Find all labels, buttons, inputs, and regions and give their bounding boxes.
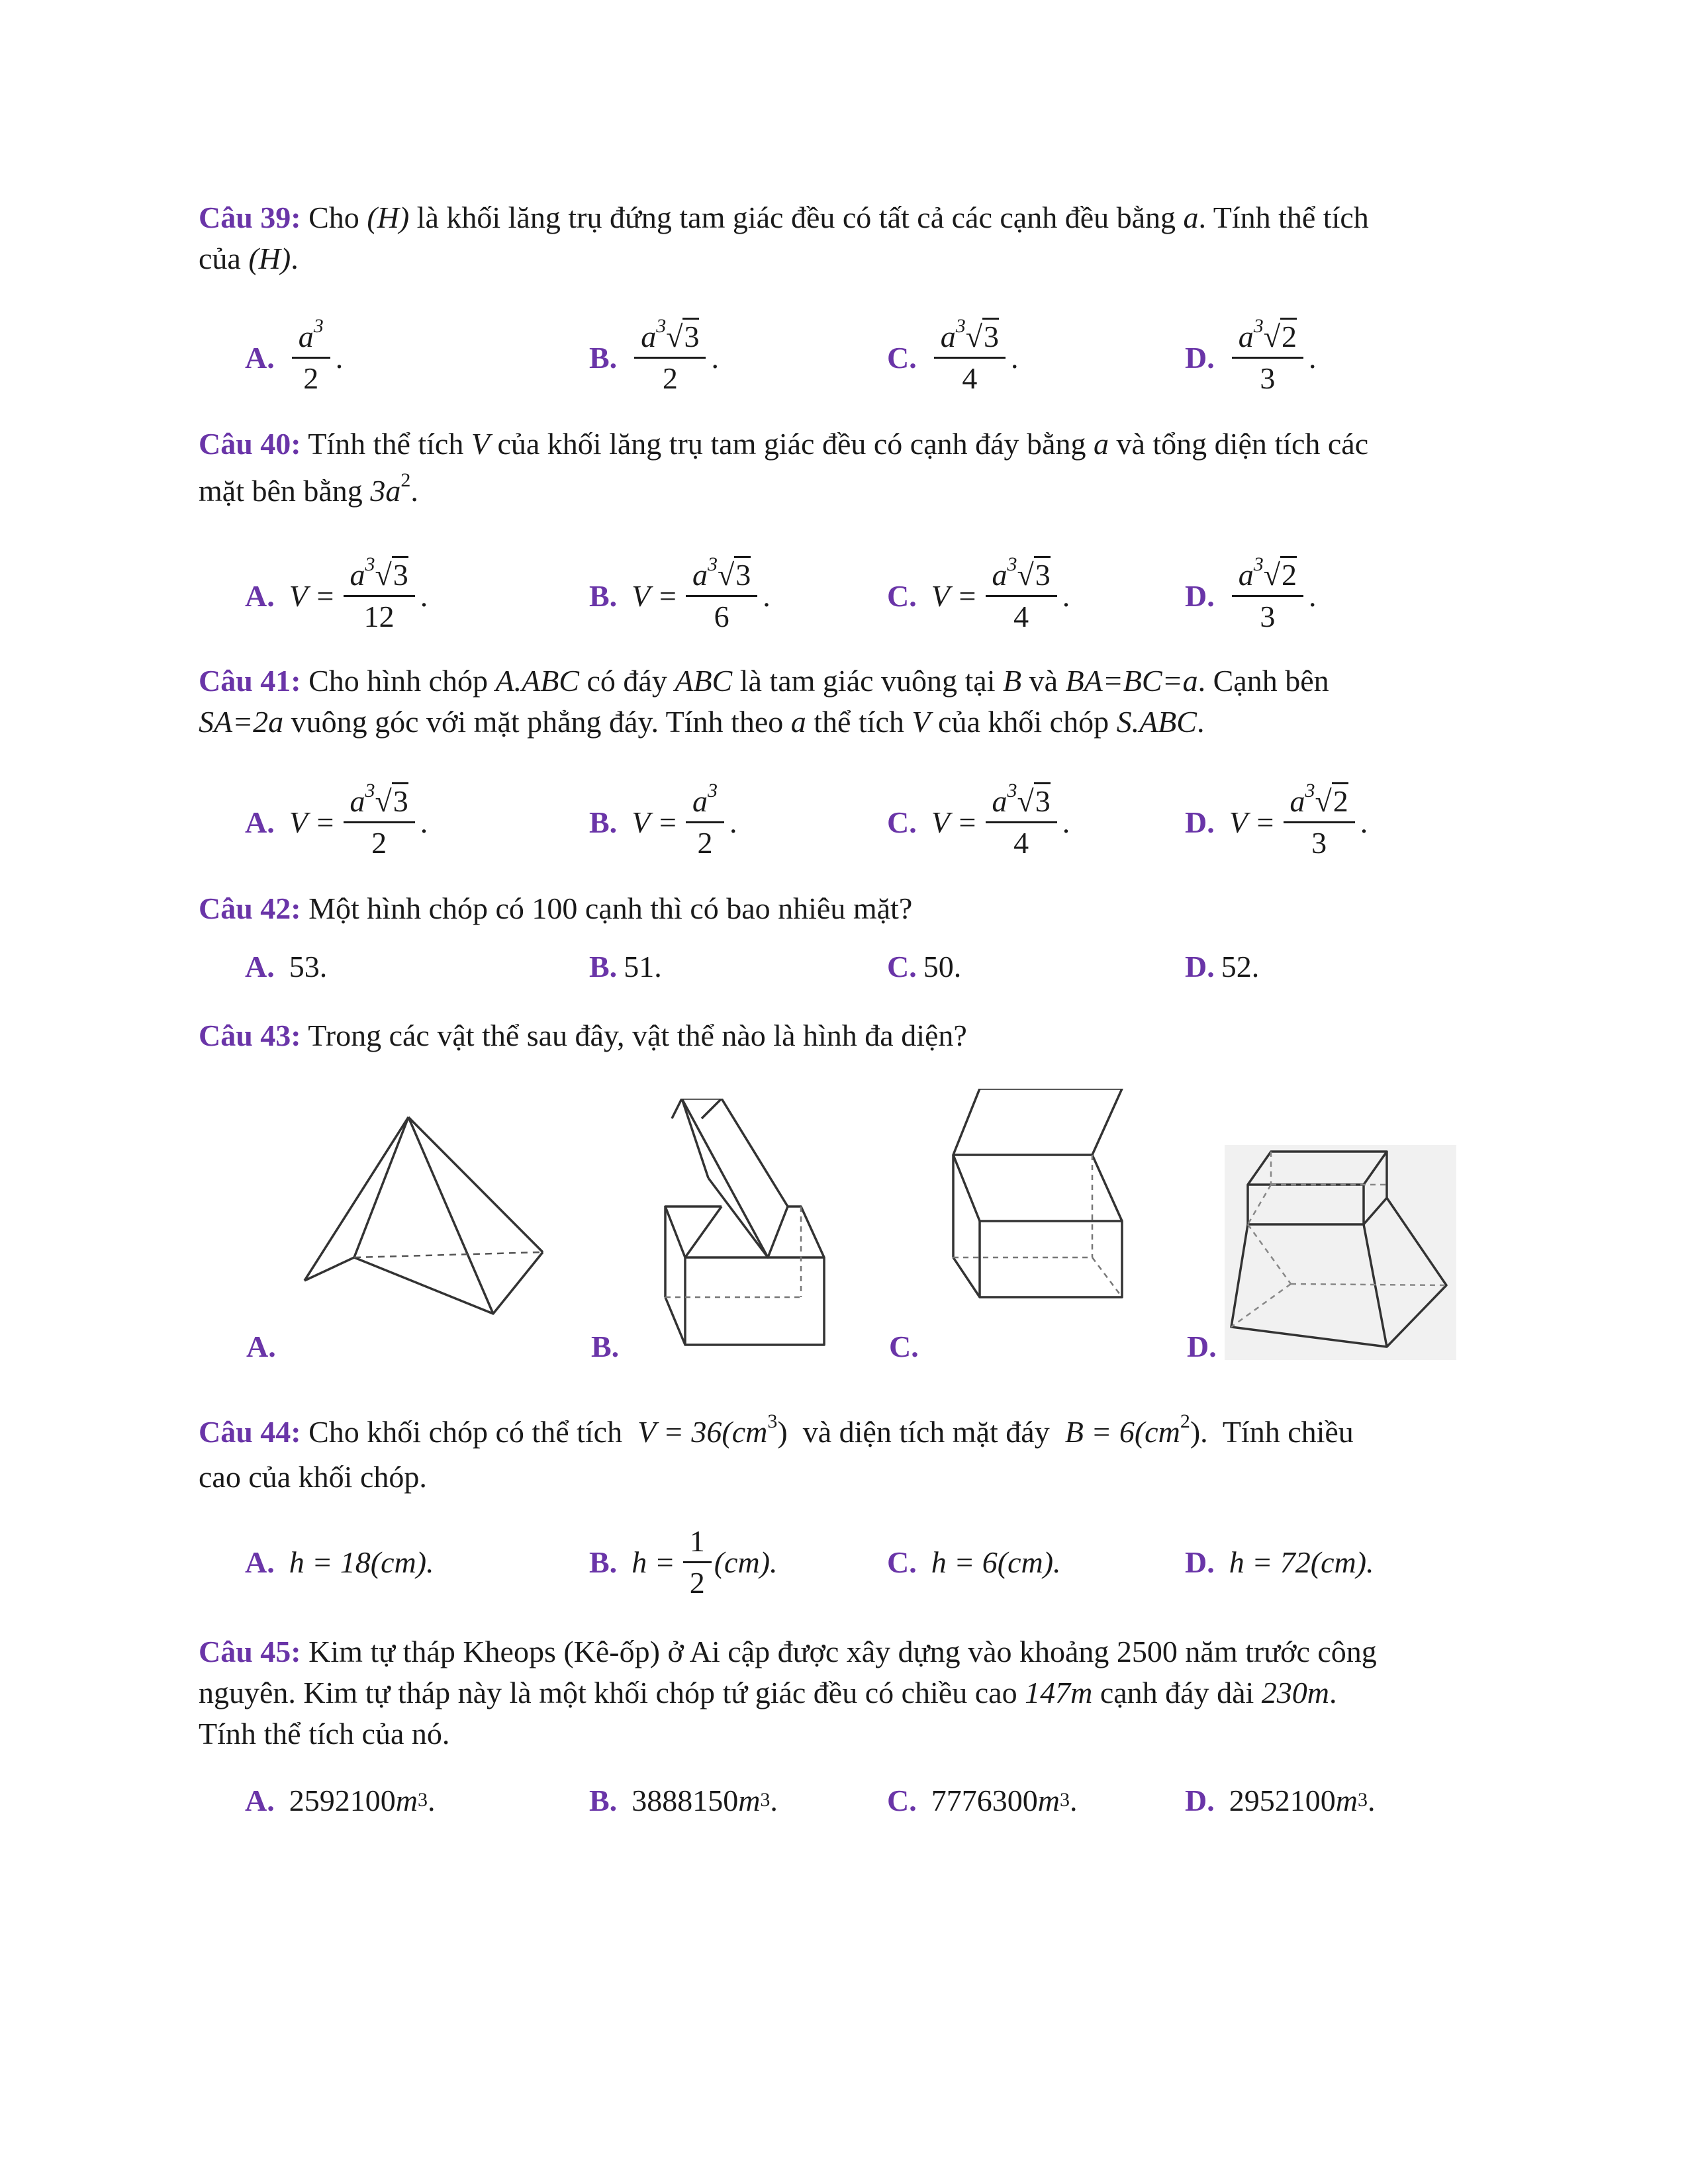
fraction: $\frac{a^3√3}{4}$: [934, 320, 1006, 396]
fraction: $\frac{a^3√2}{3}$: [1232, 320, 1303, 396]
fraction: $\frac{a^3√3}{2}$: [634, 320, 706, 396]
answer-45-c[interactable]: C. 7776300 m 3 .: [887, 1783, 1078, 1817]
answer-41-c[interactable]: C. V = $\frac{a^3√3}{4}$ .: [887, 779, 1070, 860]
fraction: $\frac{a^3√3}{4}$: [986, 558, 1057, 634]
figure-c-cube-with-lid[interactable]: [940, 1089, 1152, 1347]
answer-39-c[interactable]: C. $\frac{a^3√3}{4}$ .: [887, 314, 1019, 395]
question-43: Câu 43: Trong các vật thể sau đây, vật thể nào là hình đa diện?: [199, 1019, 967, 1052]
answer-44-b[interactable]: B. h = $\frac{1}{2}$ (cm).: [589, 1524, 778, 1600]
answer-42-d[interactable]: D. 52.: [1185, 949, 1260, 983]
fraction: $\frac{1}{2}$: [683, 1524, 712, 1600]
answer-42-c[interactable]: C. 50.: [887, 949, 962, 983]
fraction: $\frac{a^3√2}{3}$: [1232, 558, 1303, 634]
answer-39-b[interactable]: B. $\frac{a^3√3}{2}$ .: [589, 314, 719, 395]
question-42: Câu 42: Một hình chóp có 100 cạnh thì có bao nhiêu mặt?: [199, 891, 913, 925]
answer-44-d[interactable]: D. h = 72(cm).: [1185, 1545, 1374, 1579]
answer-45-a[interactable]: A. 2592100 m 3 .: [245, 1783, 436, 1817]
fraction: $\frac{a^3√3}{6}$: [686, 558, 757, 634]
answer-41-d[interactable]: D. V = $\frac{a^3√2}{3}$ .: [1185, 779, 1368, 860]
question-label: Câu 43:: [199, 1019, 301, 1052]
answer-41-b[interactable]: B. V = $\frac{a^3}{2}$ .: [589, 779, 737, 860]
question-44: Câu 44: Cho khối chóp có thể tích $V = 36(cm^3)$ và diện tích mặt đáy $B = 6(cm^2)$. Tính chiều cao của khối chóp.: [199, 1410, 1354, 1494]
answer-44-a[interactable]: A. h = 18(cm).: [245, 1545, 434, 1579]
figure-d-cube-on-frustum[interactable]: [1225, 1145, 1456, 1360]
answer-40-b[interactable]: B. V = $\frac{a^3√3}{6}$ .: [589, 553, 771, 633]
fraction: $\frac{a^3√2}{3}$: [1284, 784, 1355, 860]
answer-42-a[interactable]: A. 53.: [245, 949, 328, 983]
question-label: Câu 40:: [199, 427, 301, 461]
question-label: Câu 42:: [199, 891, 301, 925]
question-45: Câu 45: Kim tự tháp Kheops (Kê-ốp) ở Ai cập được xây dựng vào khoảng 2500 năm trước công nguyên. Kim tự tháp này là một khối chóp tứ giác đều có chiều cao 147m cạnh đáy dài 230m. Tính thể tích của nó.: [199, 1635, 1377, 1751]
fraction: $\frac{a^3√3}{2}$: [344, 784, 415, 860]
figure-b-box-with-wedge[interactable]: [645, 1099, 844, 1357]
question-label: Câu 44:: [199, 1415, 301, 1449]
answer-40-d[interactable]: D. $\frac{a^3√2}{3}$ .: [1185, 553, 1317, 633]
question-40: Câu 40: Tính thể tích V của khối lăng trụ tam giác đều có cạnh đáy bằng a và tổng diện tích các mặt bên bằng $3a^2$.: [199, 427, 1369, 508]
fraction: $\frac{a^3√3}{4}$: [986, 784, 1057, 860]
question-label: Câu 39:: [199, 201, 301, 234]
question-39: Câu 39: Cho (H) là khối lăng trụ đứng tam giác đều có tất cả các cạnh đều bằng a. Tính thể tích của (H).: [199, 201, 1369, 275]
fraction: $\frac{a^3}{2}$: [292, 320, 330, 396]
question-label: Câu 45:: [199, 1635, 301, 1668]
question-41: Câu 41: Cho hình chóp A.ABC có đáy ABC là tam giác vuông tại B và BA=BC=a. Cạnh bên SA=2a vuông góc với mặt phẳng đáy. Tính theo a thể tích V của khối chóp S.ABC.: [199, 664, 1329, 739]
question-label: Câu 41:: [199, 664, 301, 698]
answer-42-b[interactable]: B. 51.: [589, 949, 662, 983]
figure-label-a: A.: [246, 1330, 276, 1363]
answer-39-a[interactable]: A. $\frac{a^3}{2}$ .: [245, 314, 344, 395]
answer-45-d[interactable]: D. 2952100 m 3 .: [1185, 1783, 1376, 1817]
answer-45-b[interactable]: B. 3888150 m 3 .: [589, 1783, 778, 1817]
figure-label-b: B.: [591, 1330, 620, 1363]
fraction: $\frac{a^3}{2}$: [686, 784, 724, 860]
figure-a-pyramid[interactable]: [285, 1099, 563, 1337]
answer-40-c[interactable]: C. V = $\frac{a^3√3}{4}$ .: [887, 553, 1070, 633]
answer-39-d[interactable]: D. $\frac{a^3√2}{3}$ .: [1185, 314, 1317, 395]
figure-label-d: D.: [1187, 1330, 1217, 1363]
answer-40-a[interactable]: A. V = $\frac{a^3√3}{12}$ .: [245, 553, 428, 633]
fraction: $\frac{a^3√3}{12}$: [344, 558, 415, 634]
figure-label-c: C.: [889, 1330, 919, 1363]
answer-41-a[interactable]: A. V = $\frac{a^3√3}{2}$ .: [245, 779, 428, 860]
answer-44-c[interactable]: C. h = 6(cm).: [887, 1545, 1061, 1579]
